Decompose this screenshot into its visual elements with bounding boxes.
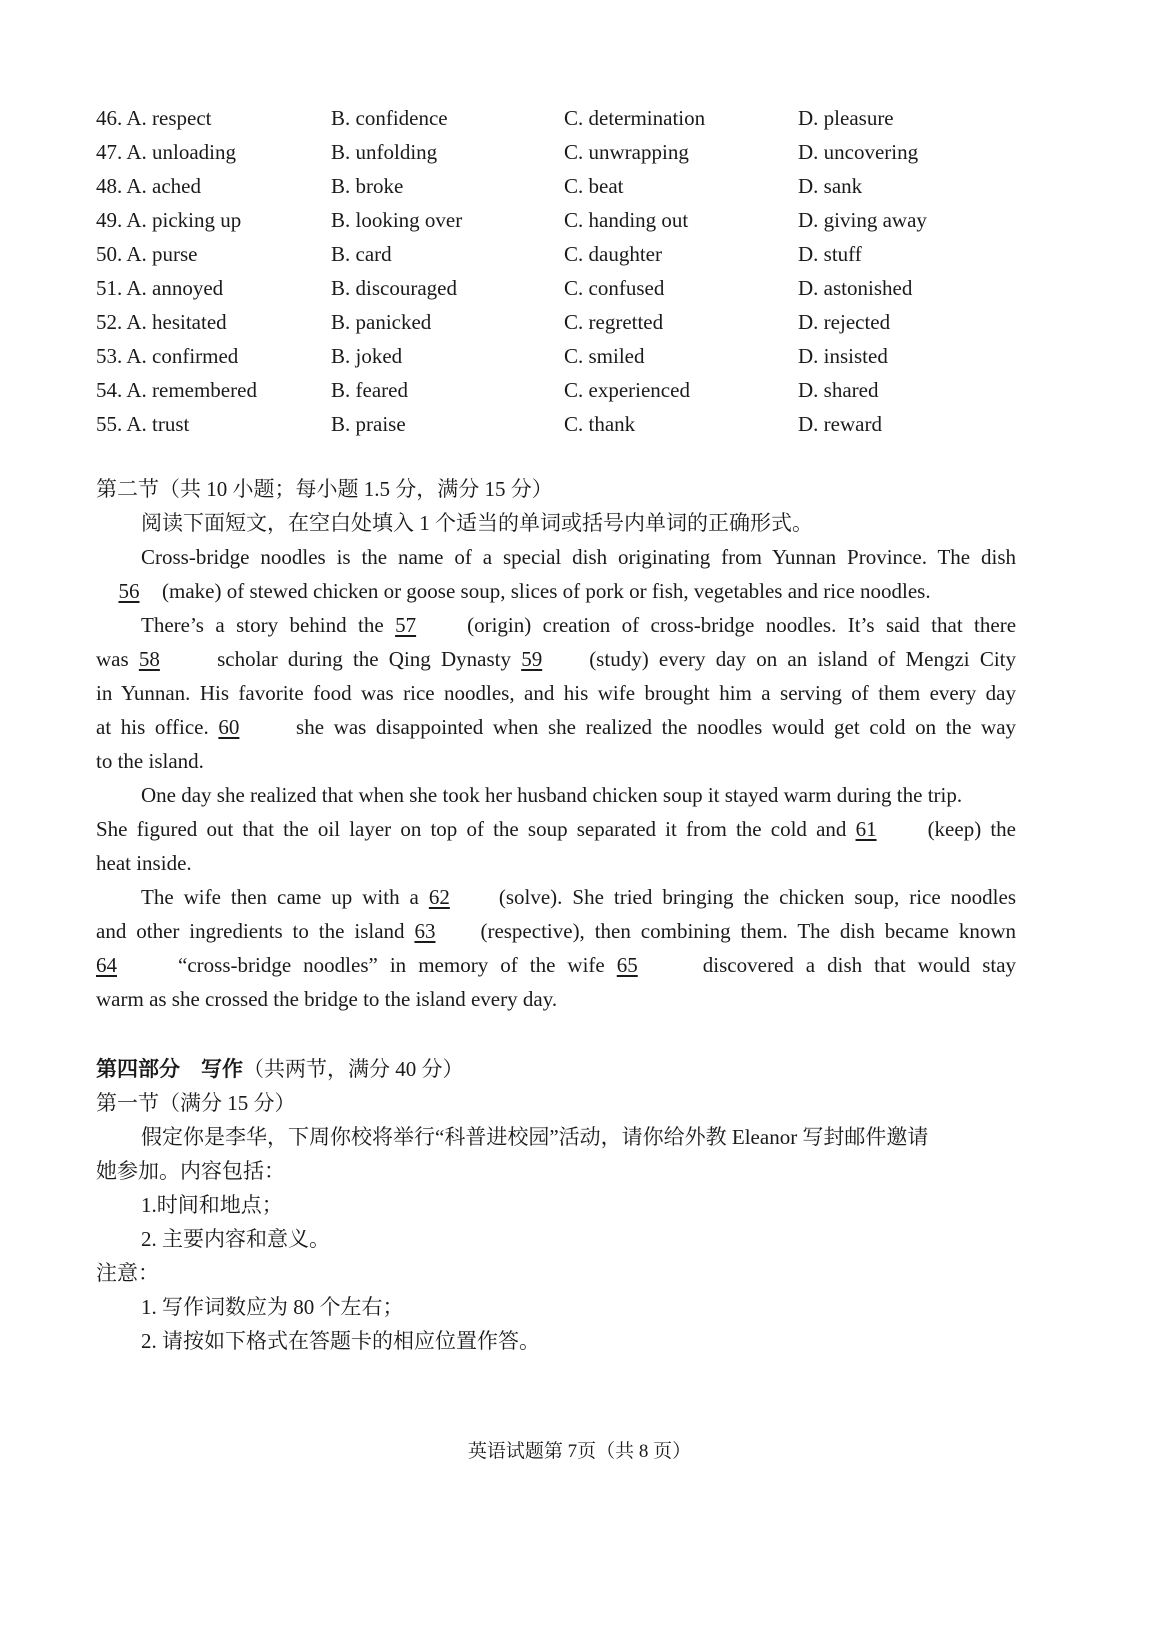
subsection-heading: 第一节（满分 15 分） [96,1091,296,1115]
option-row [96,305,996,339]
section-heading: 第二节（共 10 小题；每小题 1.5 分，满分 15 分） [96,477,553,501]
option-row [96,169,996,203]
task-item: 2. 主要内容和意义。 [141,1227,330,1251]
option-a: 48. A. ached [96,174,201,198]
option-c: C. regretted [564,310,664,334]
option-d: D. giving away [798,208,927,232]
blank-61: 61 [855,817,877,841]
section-2 [96,472,1016,1016]
passage-line: There’s a story behind the 57 (origin) creation of cross-bridge noodles. It’s said that there [96,608,1016,642]
option-a: 54. A. remembered [96,378,257,402]
option-d: D. insisted [798,344,888,368]
part-heading: 第四部分 写作（共两节，满分 40 分） [96,1057,464,1081]
option-c: C. thank [564,412,636,436]
passage-line: to the island. [96,749,204,773]
blank-59: 59 [521,647,543,671]
option-row [96,237,996,271]
option-row [96,203,996,237]
page-footer: 英语试题第 7页（共 8 页） [467,1441,692,1462]
option-row [96,135,996,169]
option-b: B. card [331,242,392,266]
option-b: B. praise [331,412,406,436]
blank-60: 60 [218,715,240,739]
option-row [96,271,996,305]
passage-line: heat inside. [96,851,192,875]
option-d: D. uncovering [798,140,919,164]
option-a: 46. A. respect [96,106,212,130]
blank-62: 62 [428,885,450,909]
passage-line: was 58 scholar during the Qing Dynasty 59 (study) every day on an island of Mengzi City [96,642,1016,676]
option-b: B. looking over [331,208,463,232]
part-4-writing [96,1052,1016,1358]
option-c: C. unwrapping [564,140,689,164]
note-item: 1. 写作词数应为 80 个左右； [141,1295,404,1319]
option-c: C. smiled [564,344,645,368]
instruction: 阅读下面短文，在空白处填入 1 个适当的单词或括号内单词的正确形式。 [141,511,813,535]
option-a: 47. A. unloading [96,140,236,164]
option-b: B. discouraged [331,276,457,300]
option-d: D. rejected [798,310,891,334]
option-row [96,373,996,407]
passage-line: One day she realized that when she took her husband chicken soup it stayed warm during the trip. [141,783,963,807]
passage-line: 64 “cross-bridge noodles” in memory of the wife 65 discovered a dish that would stay [96,948,1016,982]
option-row [96,339,996,373]
option-c: C. confused [564,276,665,300]
blank-57: 57 [395,613,417,637]
blank-64: 64 [96,953,117,977]
blank-56: 56 [118,579,140,603]
option-b: B. joked [331,344,403,368]
option-c: C. determination [564,106,706,130]
blank-65: 65 [616,953,638,977]
option-d: D. shared [798,378,879,402]
option-d: D. pleasure [798,106,894,130]
option-c: C. daughter [564,242,662,266]
passage-line: and other ingredients to the island 63 (respective), then combining them. The dish became known [96,914,1016,948]
passage-line: at his office. 60 she was disappointed when she realized the noodles would get cold on the way [96,710,1016,744]
option-b: B. broke [331,174,404,198]
task-item: 1.时间和地点； [141,1193,283,1217]
option-a: 50. A. purse [96,242,198,266]
option-c: C. handing out [564,208,689,232]
option-c: C. beat [564,174,624,198]
passage-line: in Yunnan. His favorite food was rice noodles, and his wife brought him a serving of them every day [96,681,1016,705]
option-a: 51. A. annoyed [96,276,224,300]
option-d: D. astonished [798,276,913,300]
option-b: B. unfolding [331,140,438,164]
option-d: D. stuff [798,242,862,266]
task-line: 假定你是李华，下周你校将举行“科普进校园”活动，请你给外教 Eleanor 写封邮件邀请 [141,1125,929,1149]
passage-line: The wife then came up with a 62 (solve). She tried bringing the chicken soup, rice noodles [96,880,1016,914]
task-line: 她参加。内容包括： [96,1159,285,1183]
option-b: B. feared [331,378,408,402]
option-a: 53. A. confirmed [96,344,239,368]
passage-line: 56 (make) of stewed chicken or goose soup, slices of pork or fish, vegetables and rice noodles. [96,574,1016,608]
cloze-options [96,101,996,441]
blank-63: 63 [414,919,436,943]
option-a: 52. A. hesitated [96,310,227,334]
option-a: 55. A. trust [96,412,190,436]
option-d: D. reward [798,412,882,436]
passage-line: She figured out that the oil layer on top of the soup separated it from the cold and 61 (keep) the [96,812,1016,846]
option-a: 49. A. picking up [96,208,242,232]
option-b: B. confidence [331,106,448,130]
option-d: D. sank [798,174,863,198]
passage-line: Cross-bridge noodles is the name of a special dish originating from Yunnan Province. The dish [141,545,1016,569]
note-item: 2. 请按如下格式在答题卡的相应位置作答。 [141,1329,540,1353]
note-heading: 注意： [96,1261,159,1285]
option-row [96,407,996,441]
option-b: B. panicked [331,310,432,334]
option-c: C. experienced [564,378,690,402]
blank-58: 58 [138,647,160,671]
passage-line: warm as she crossed the bridge to the island every day. [96,987,558,1011]
option-row [96,101,996,135]
